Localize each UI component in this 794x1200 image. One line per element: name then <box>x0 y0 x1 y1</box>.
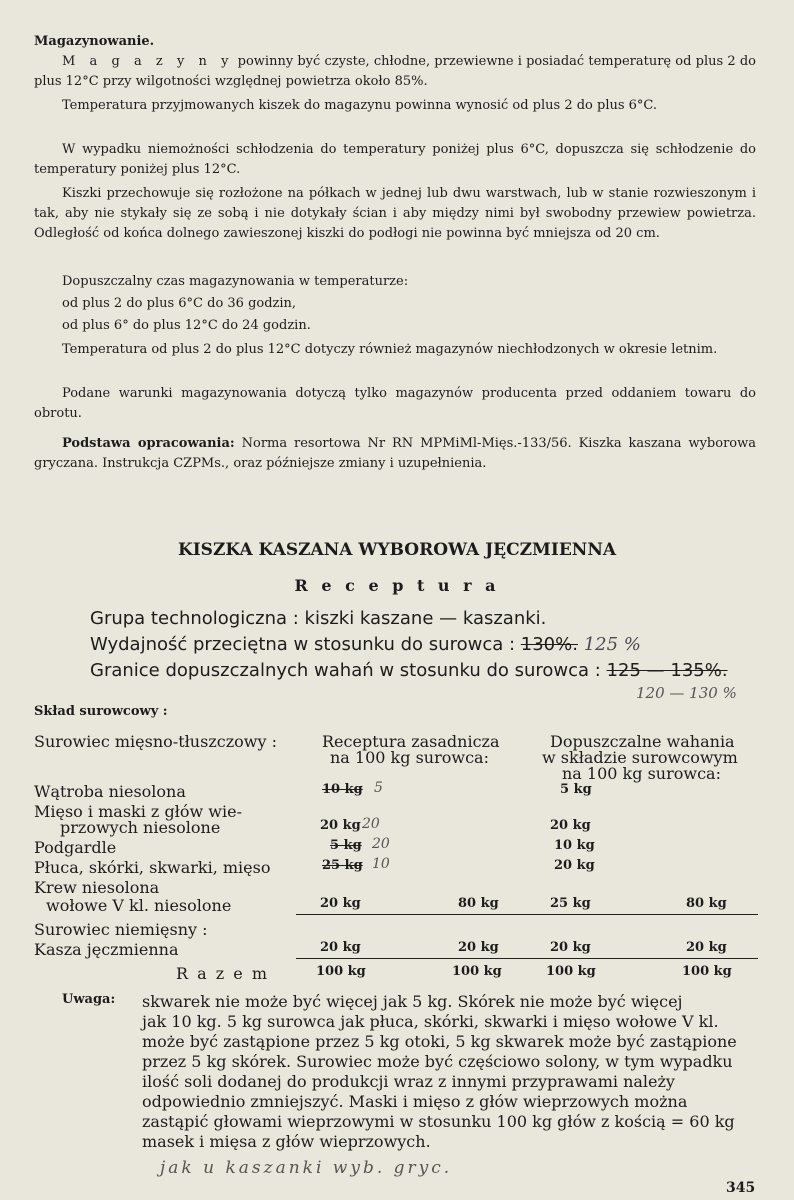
storage-p5a-text: od plus 2 do plus 6°C do 36 godzin, <box>62 296 297 311</box>
row-liver-hand: 5 <box>374 780 383 796</box>
row-meat-c: 20 kg <box>550 818 591 833</box>
row-blood-name-2: wołowe V kl. niesolone <box>46 896 232 915</box>
storage-paragraph-1 <box>34 52 756 92</box>
basis-label: Podstawa opracowania: <box>62 436 235 451</box>
storage-paragraph-5 <box>34 272 756 292</box>
tolerance-handwritten: 120 — 130 % <box>636 684 737 702</box>
row-meat-name-2: przowych niesolone <box>60 818 221 837</box>
row-barley-b-total: 20 kg <box>458 940 499 955</box>
total-b-total: 100 kg <box>452 964 502 979</box>
storage-lead: M a g a z y n y <box>62 54 234 69</box>
row-lungs-name: Płuca, skórki, skwarki, mięso <box>34 858 271 877</box>
row-jowl-b: 5 kg <box>330 838 362 853</box>
row-blood-c: 25 kg <box>550 896 591 911</box>
row-lungs-b: 25 kg <box>322 858 363 873</box>
row-jowl-c: 10 kg <box>554 838 595 853</box>
col-b-header-1: Receptura zasadnicza <box>322 732 500 751</box>
storage-paragraph-2 <box>34 96 756 116</box>
note-line-2: jak 10 kg. 5 kg surowca jak płuca, skórki, skwarki i mięso wołowe V kl. <box>142 1012 719 1031</box>
tolerance-label: Granice dopuszczalnych wahań w stosunku do surowca : <box>90 660 607 681</box>
storage-p5-text: Dopuszczalny czas magazynowania w temperaturze: <box>62 274 409 289</box>
basis-paragraph <box>34 434 756 474</box>
storage-p2-text: Temperatura przyjmowanych kiszek do magazynu powinna wynosić od plus 2 do plus 6°C. <box>62 98 658 113</box>
row-jowl-hand: 20 <box>372 836 390 852</box>
nonmeat-heading: Surowiec niemięsny : <box>34 920 208 939</box>
storage-p6-text: Temperatura od plus 2 do plus 12°C dotyczy również magazynów niechłodzonych w okresie letnim. <box>62 342 718 357</box>
storage-p7-text: Podane warunki magazynowania dotyczą tylko magazynów producenta przed oddaniem towaru do obrotu. <box>34 386 756 421</box>
note-line-3: może być zastąpione przez 5 kg otoki, 5 kg skwarek może być zastąpione <box>142 1032 737 1051</box>
row-barley-c-total: 20 kg <box>686 940 727 955</box>
yield-line <box>90 634 641 655</box>
storage-time-line-2 <box>34 316 756 336</box>
row-blood-b: 20 kg <box>320 896 361 911</box>
recipe-subtitle: R e c e p t u r a <box>294 576 500 595</box>
row-barley-name: Kasza jęczmienna <box>34 940 179 959</box>
row-meat-b: 20 kg <box>320 818 361 833</box>
total-c-total: 100 kg <box>682 964 732 979</box>
composition-label: Skład surowcowy : <box>34 704 168 719</box>
note-label: Uwaga: <box>62 992 116 1007</box>
row-jowl-name: Podgardle <box>34 838 117 857</box>
recipe-title: KISZKA KASZANA WYBOROWA JĘCZMIENNA <box>177 540 617 560</box>
note-line-1: skwarek nie może być więcej jak 5 kg. Skórek nie może być więcej <box>142 992 683 1011</box>
col-c-header-3: na 100 kg surowca: <box>562 764 721 783</box>
note-line-7: zastąpić głowami wieprzowymi w stosunku 100 kg głów z kością = 60 kg <box>142 1112 735 1131</box>
note-line-4: przez 5 kg skórek. Surowiec może być częściowo solony, w tym wypadku <box>142 1052 733 1071</box>
page-number: 345 <box>726 1180 756 1196</box>
storage-paragraph-7 <box>34 384 756 424</box>
col-c-header-1: Dopuszczalne wahania <box>550 732 735 751</box>
storage-paragraph-4 <box>34 184 756 244</box>
row-liver-name: Wątroba niesolona <box>34 782 186 801</box>
total-b: 100 kg <box>316 964 366 979</box>
storage-paragraph-6 <box>34 340 756 360</box>
storage-p5b-text: od plus 6° do plus 12°C do 24 godzin. <box>62 318 311 333</box>
note-line-5: ilość soli dodanej do produkcji wraz z innymi przyprawami należy <box>142 1072 675 1091</box>
yield-value: 130%. <box>520 634 578 655</box>
row-meat-hand: 20 <box>362 816 380 832</box>
storage-time-line-1 <box>34 294 756 314</box>
storage-p1-text: powinny być czyste, chłodne, przewiewne i posiadać temperaturę od plus 2 do plus 12°C przy wilgotności względnej powietrza około 85%. <box>34 54 756 89</box>
row-liver-b: 10 kg <box>322 782 363 797</box>
tolerance-line <box>90 660 728 681</box>
tech-group-line: Grupa technologiczna : kiszki kaszane — kaszanki. <box>90 608 547 629</box>
col-b-header-2: na 100 kg surowca: <box>330 748 489 767</box>
storage-p4-text: Kiszki przechowuje się rozłożone na półkach w jednej lub dwu warstwach, lub w stanie rozwieszonym i tak, aby nie stykały się ze sobą i nie dotykały ścian i aby między nimi był swobodny przewiew powietrza. Odległość od końca dolnego zawieszonej kiszki do podłogi nie powinna być mniejsza od 20 cm. <box>34 186 756 241</box>
yield-label: Wydajność przeciętna w stosunku do surowca : <box>90 634 521 655</box>
row-lungs-c: 20 kg <box>554 858 595 873</box>
row-blood-b-total: 80 kg <box>458 896 499 911</box>
yield-handwritten: 125 % <box>583 634 641 655</box>
storage-p3-text: W wypadku niemożności schłodzenia do temperatury poniżej plus 6°C, dopuszcza się schłodzenie do temperatury poniżej plus 12°C. <box>34 142 756 177</box>
col-c-header-2: w składzie surowcowym <box>542 748 738 767</box>
basis-text: Norma resortowa Nr RN MPMiMl-Mięs.-133/56. Kiszka kaszana wyborowa gryczana. Instrukcja CZPMs., oraz późniejsze zmiany i uzupełnienia. <box>34 436 756 471</box>
storage-paragraph-3 <box>34 140 756 180</box>
total-label: R a z e m <box>176 964 269 983</box>
row-blood-name-1: Krew niesolona <box>34 878 160 897</box>
table-rule-2 <box>296 958 758 959</box>
row-meat-name-1: Mięso i maski z głów wie- <box>34 802 242 821</box>
row-liver-c: 5 kg <box>560 782 592 797</box>
row-lungs-hand: 10 <box>372 856 390 872</box>
storage-heading: Magazynowanie. <box>34 34 155 49</box>
note-line-6: odpowiednio zmniejszyć. Maski i mięso z głów wieprzowych można <box>142 1092 688 1111</box>
total-c: 100 kg <box>546 964 596 979</box>
table-rule-1 <box>296 914 758 915</box>
row-barley-c: 20 kg <box>550 940 591 955</box>
row-barley-b: 20 kg <box>320 940 361 955</box>
tolerance-value: 125 — 135%. <box>606 660 728 681</box>
col-a-header: Surowiec mięsno-tłuszczowy : <box>34 732 277 751</box>
note-line-8: masek i mięsa z głów wieprzowych. <box>142 1132 431 1151</box>
row-blood-c-total: 80 kg <box>686 896 727 911</box>
footer-handwritten: jak u kaszanki wyb. gryc. <box>160 1158 453 1178</box>
